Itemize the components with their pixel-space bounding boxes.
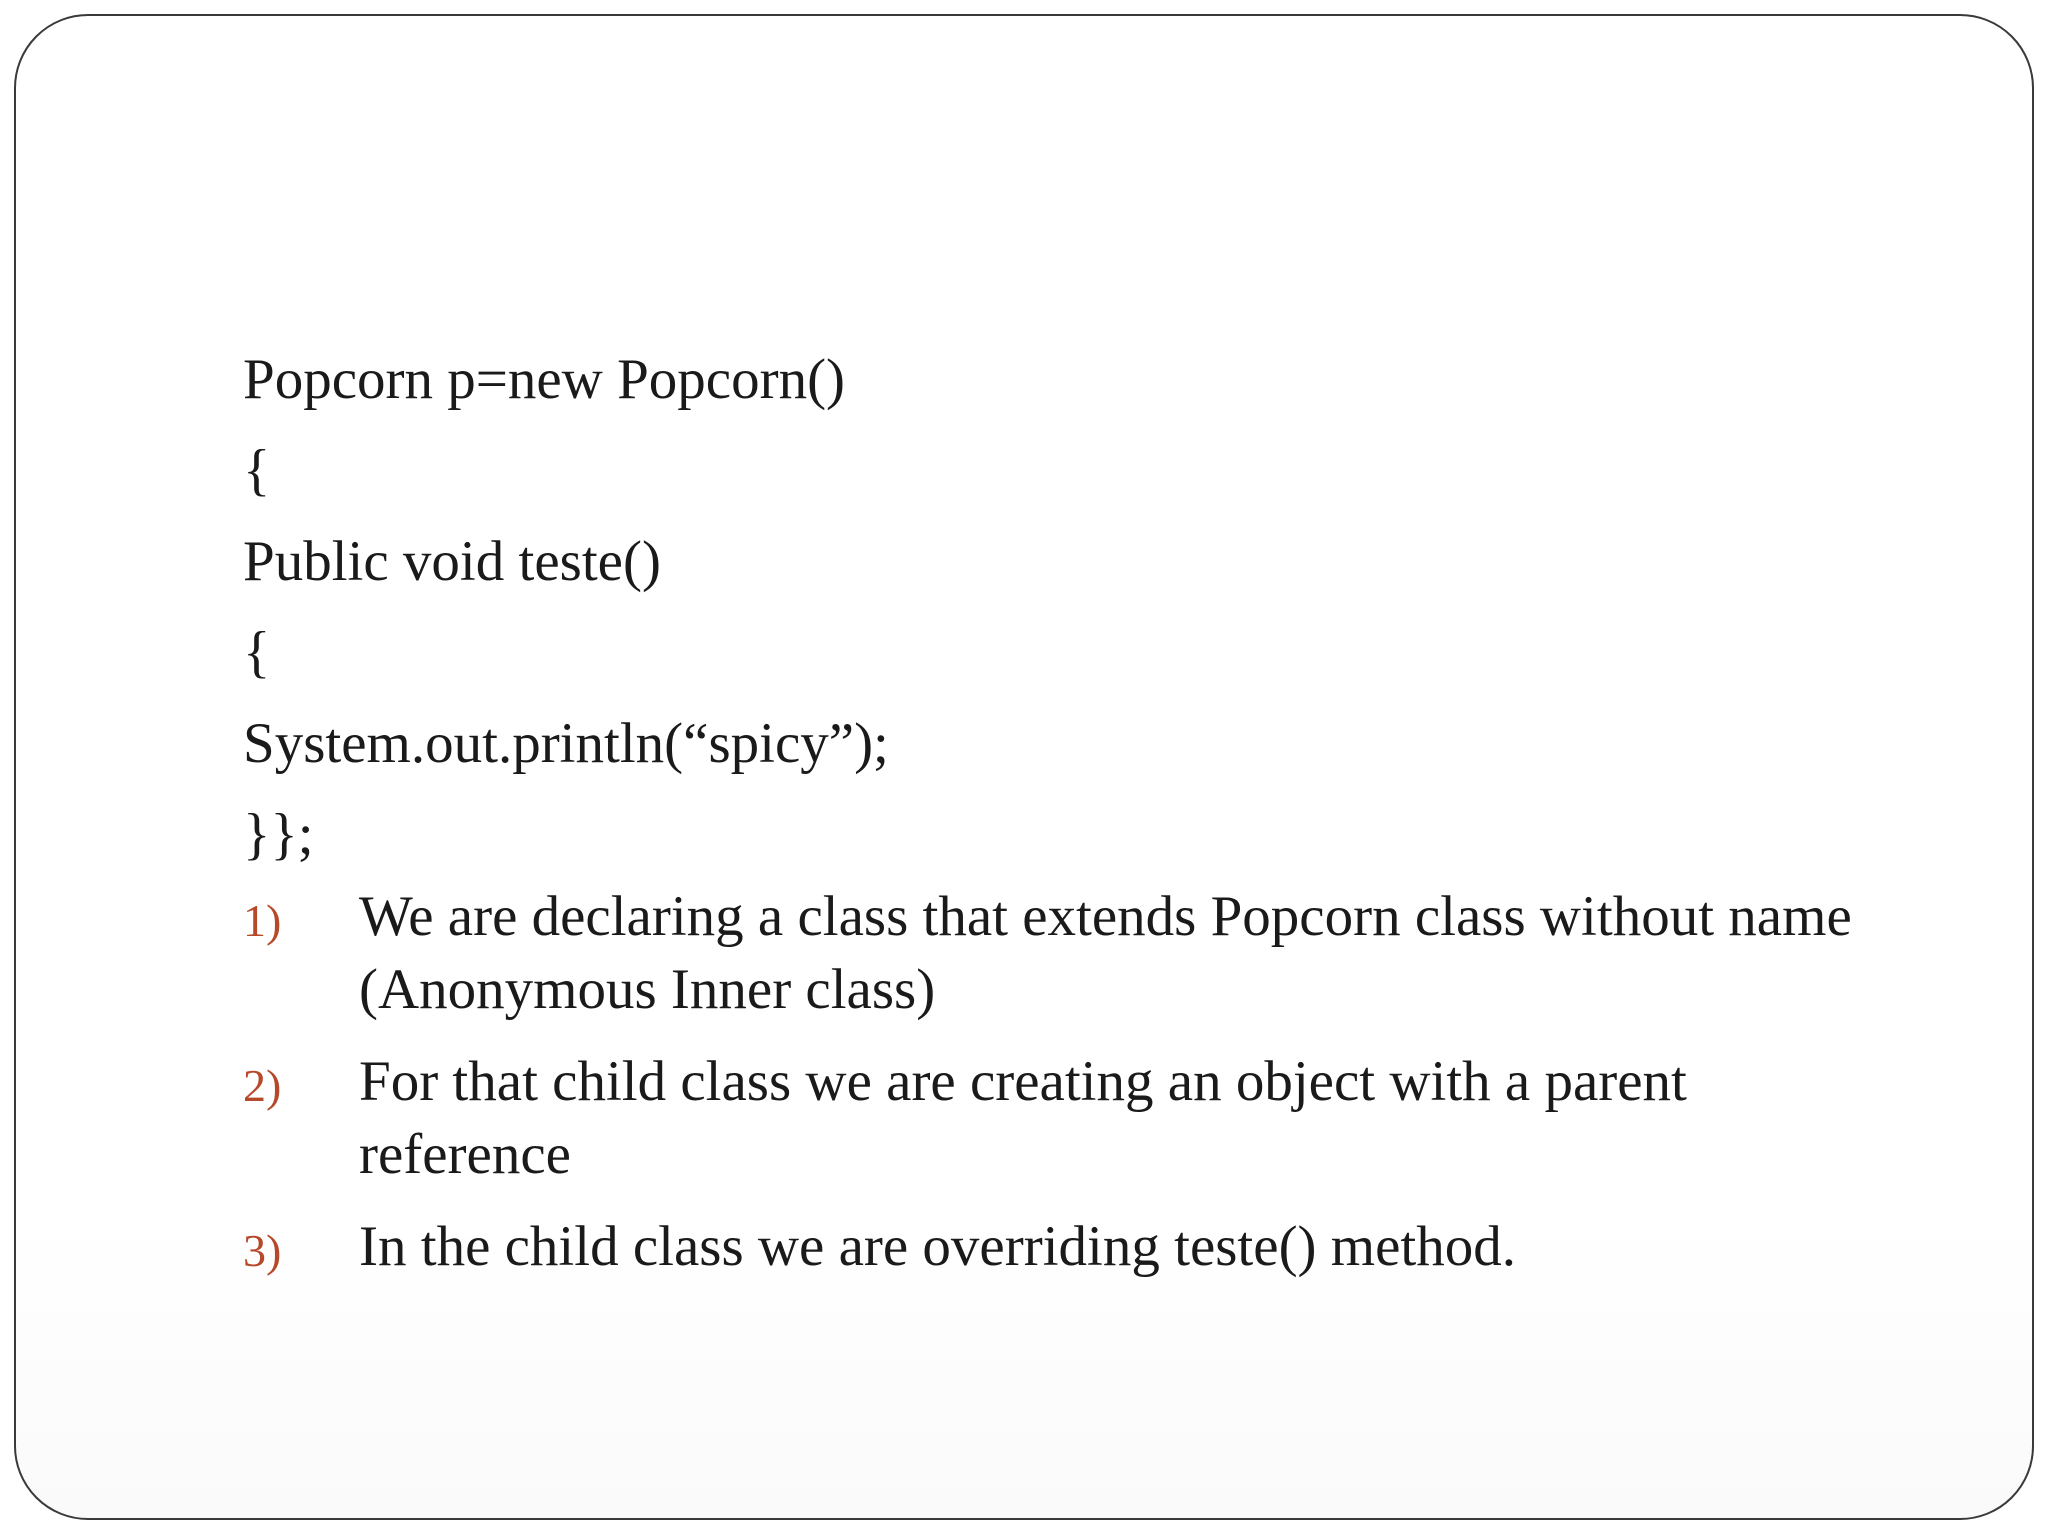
slide-content bbox=[243, 334, 1893, 1302]
numbered-list bbox=[243, 880, 1893, 1283]
list-item bbox=[243, 1045, 1893, 1191]
list-number: 1) bbox=[243, 895, 282, 946]
code-line: Popcorn p=new Popcorn() bbox=[243, 348, 846, 411]
list-item-text: We are declaring a class that extends Popcorn class without name (Anonymous Inner class) bbox=[359, 885, 1852, 1021]
code-line: { bbox=[243, 439, 271, 502]
list-number: 3) bbox=[243, 1225, 282, 1276]
list-item-text: For that child class we are creating an object with a parent reference bbox=[359, 1050, 1687, 1186]
code-line: { bbox=[243, 621, 271, 684]
list-item bbox=[243, 1210, 1893, 1283]
code-line: System.out.println(“spicy”); bbox=[243, 712, 889, 775]
list-number: 2) bbox=[243, 1060, 282, 1111]
list-item-text: In the child class we are overriding teste() method. bbox=[359, 1215, 1517, 1278]
code-line: Public void teste() bbox=[243, 530, 661, 593]
code-line: }}; bbox=[243, 803, 314, 866]
slide-frame bbox=[14, 14, 2034, 1520]
list-item bbox=[243, 880, 1893, 1026]
